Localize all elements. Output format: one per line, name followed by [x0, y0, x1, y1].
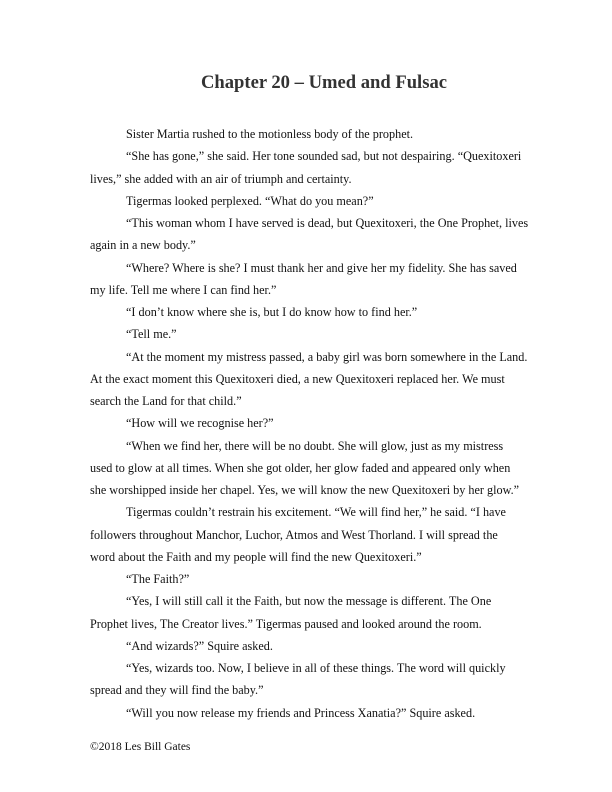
text-line: “Will you now release my friends and Princess Xanatia?” Squire asked.: [126, 705, 476, 720]
text-line: again in a new body.”: [90, 238, 196, 253]
paragraph: [90, 635, 522, 657]
paragraph: [90, 501, 522, 568]
paragraph: [90, 412, 522, 434]
text-line: “Yes, wizards too. Now, I believe in all of these things. The word will quickly: [126, 661, 506, 675]
text-line: lives,” she added with an air of triumph and certainty.: [90, 171, 352, 186]
paragraph: [90, 212, 529, 257]
paragraph: [90, 568, 522, 590]
text-line: “How will we recognise her?”: [126, 416, 274, 431]
chapter-body: [90, 123, 529, 724]
text-line: “The Faith?”: [126, 572, 190, 586]
paragraph: [90, 301, 522, 323]
text-line: “And wizards?” Squire asked.: [126, 638, 273, 653]
text-line: “Where? Where is she? I must thank her and give her my fidelity. She has saved: [126, 260, 517, 275]
text-line: she worshipped inside her chapel. Yes, we will know the new Quexitoxeri by her glow.”: [90, 483, 520, 497]
paragraph: [90, 590, 522, 635]
paragraph: [90, 123, 522, 145]
paragraph: [90, 657, 522, 702]
text-line: my life. Tell me where I can find her.”: [90, 282, 277, 297]
text-line: “I don’t know where she is, but I do know how to find her.”: [126, 305, 418, 319]
text-line: Tigermas looked perplexed. “What do you mean?”: [126, 193, 374, 208]
text-line: “Tell me.”: [126, 327, 177, 342]
paragraph: [90, 190, 522, 212]
text-line: word about the Faith and my people will find the new Quexitoxeri.”: [90, 549, 422, 564]
paragraph: [90, 702, 522, 724]
text-line: “She has gone,” she said. Her tone sounded sad, but not despairing. “Quexitoxeri: [126, 149, 522, 164]
text-line: Prophet lives, The Creator lives.” Tigermas paused and looked around the room.: [90, 616, 482, 631]
chapter-title: Chapter 20 – Umed and Fulsac: [200, 72, 448, 93]
text-line: “This woman whom I have served is dead, but Quexitoxeri, the One Prophet, lives: [126, 216, 529, 230]
text-line: used to glow at all times. When she got older, her glow faded and appeared only when: [90, 460, 511, 475]
text-line: At the exact moment this Quexitoxeri died, a new Quexitoxeri replaced her. We must: [90, 371, 505, 386]
text-line: “When we find her, there will be no doubt. She will glow, just as my mistress: [126, 438, 504, 453]
text-line: Tigermas couldn’t restrain his excitement. “We will find her,” he said. “I have: [126, 505, 506, 520]
paragraph: [90, 257, 522, 302]
text-line: “At the moment my mistress passed, a baby girl was born somewhere in the Land.: [126, 349, 528, 364]
text-line: “Yes, I will still call it the Faith, but now the message is different. The One: [126, 594, 492, 609]
text-line: Sister Martia rushed to the motionless body of the prophet.: [126, 127, 414, 141]
paragraph: [90, 346, 528, 413]
text-line: spread and they will find the baby.”: [90, 683, 264, 698]
paragraph: [90, 323, 522, 345]
copyright-footer: ©2018 Les Bill Gates: [90, 741, 191, 753]
text-line: followers throughout Manchor, Luchor, Atmos and West Thorland. I will spread the: [90, 527, 498, 542]
text-line: search the Land for that child.”: [90, 394, 242, 408]
paragraph: [90, 145, 522, 190]
paragraph: [90, 435, 522, 502]
